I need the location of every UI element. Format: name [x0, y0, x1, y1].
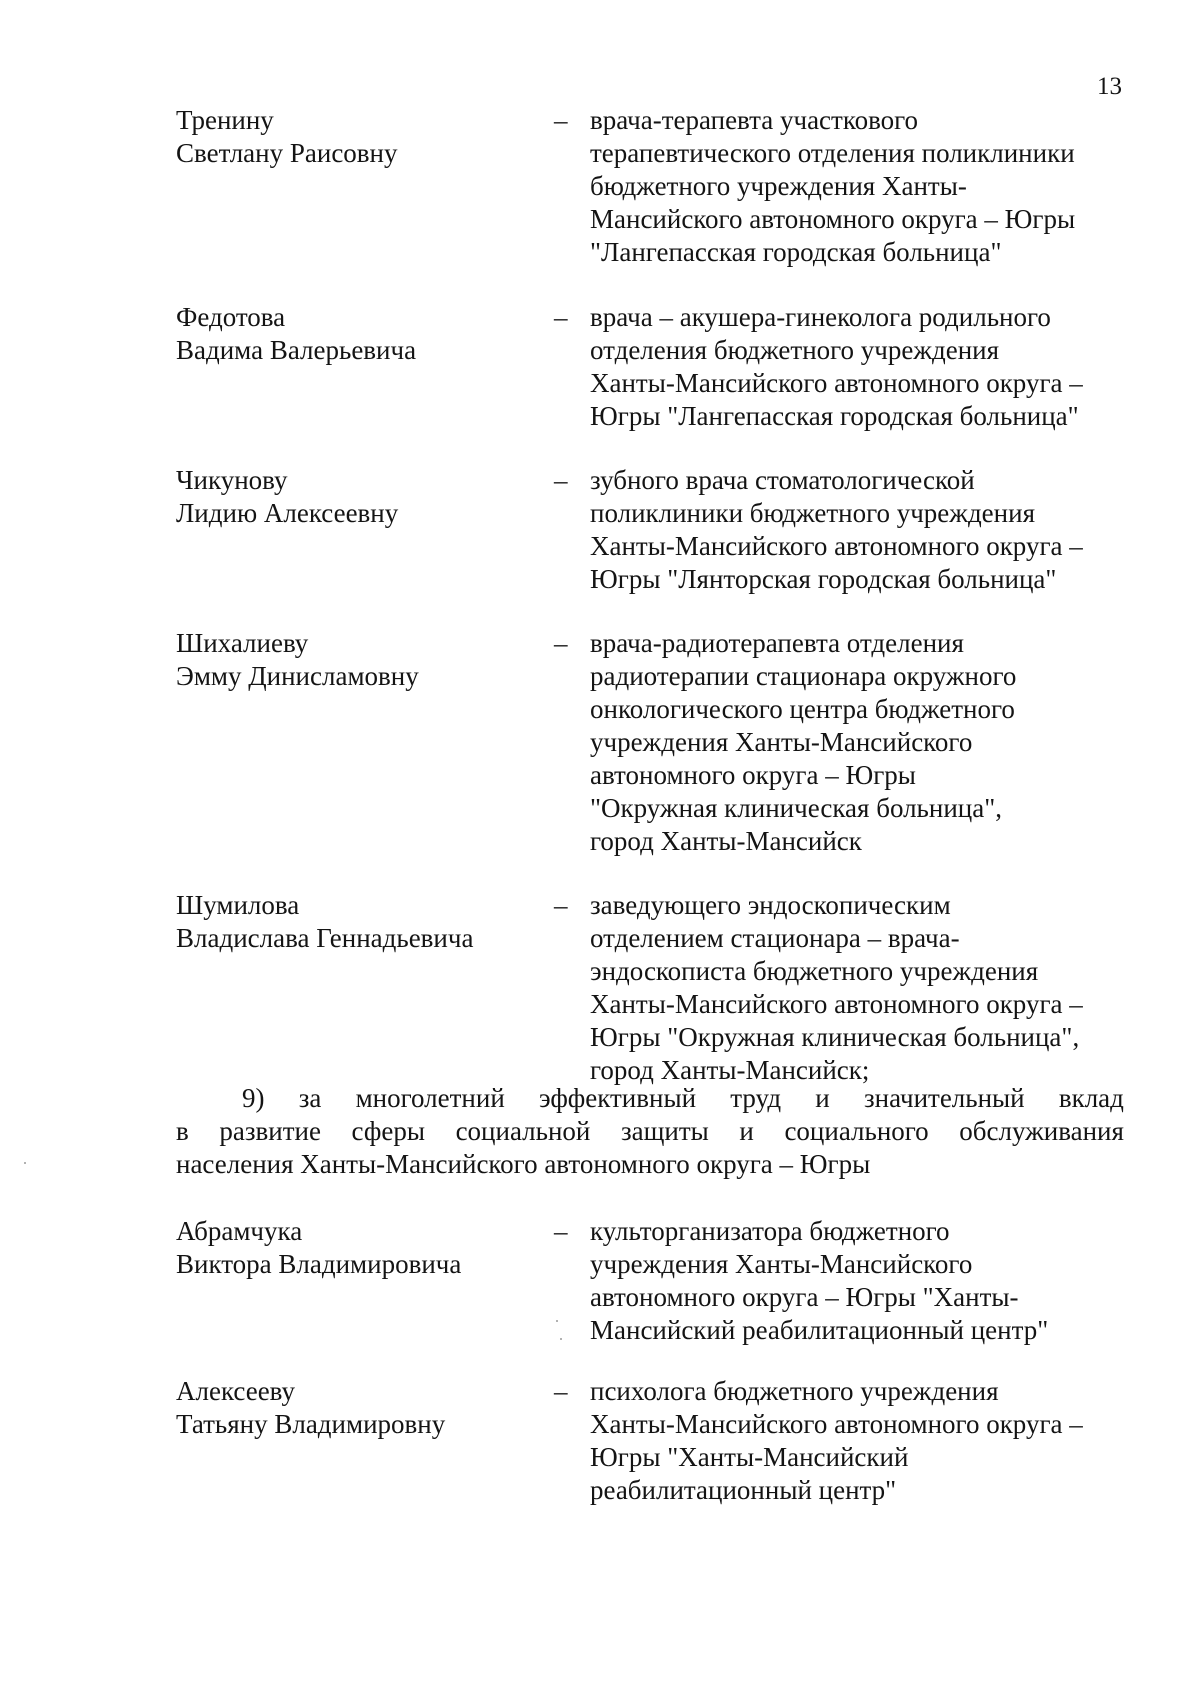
paragraph-word: за	[298, 1083, 322, 1113]
separator-dash: –	[554, 105, 568, 135]
position-line: терапевтического отделения поликлиники	[590, 138, 1075, 168]
recipient-position	[590, 1215, 1130, 1347]
position-line: врача-терапевта участкового	[590, 105, 919, 135]
name-line: Шихалиеву	[176, 628, 309, 658]
name-line: Алексееву	[176, 1376, 296, 1406]
recipient-name	[176, 1215, 536, 1281]
separator-dash: –	[554, 302, 568, 332]
position-line: Мансийский реабилитационный центр"	[590, 1315, 1049, 1345]
position-line: врача – акушера-гинеколога родильного	[590, 302, 1051, 332]
paragraph-word: сферы	[351, 1116, 425, 1146]
position-line: культорганизатора бюджетного	[590, 1216, 950, 1246]
position-line: Югры "Лангепасская городская больница"	[590, 401, 1079, 431]
section-9-paragraph	[176, 1082, 1124, 1181]
paragraph-line	[176, 1115, 1124, 1148]
scan-speck	[560, 1338, 562, 1340]
position-line: Ханты-Мансийского автономного округа –	[590, 368, 1083, 398]
name-line: Виктора Владимировича	[176, 1249, 462, 1279]
name-line: Татьяну Владимировну	[176, 1409, 446, 1439]
paragraph-line	[176, 1082, 1124, 1115]
position-line: психолога бюджетного учреждения	[590, 1376, 999, 1406]
recipient-position	[590, 627, 1130, 858]
position-line: Югры "Лянторская городская больница"	[590, 564, 1057, 594]
position-line: Югры "Окружная клиническая больница",	[590, 1022, 1080, 1052]
recipient-position	[590, 464, 1130, 596]
name-line: Эмму Динисламовну	[176, 661, 419, 691]
separator-dash: –	[554, 628, 568, 658]
paragraph-word: социального	[784, 1116, 929, 1146]
position-line: онкологического центра бюджетного	[590, 694, 1015, 724]
paragraph-word: труд	[730, 1083, 782, 1113]
scan-speck	[24, 1162, 26, 1164]
paragraph-word: в	[176, 1116, 189, 1146]
paragraph-text: населения Ханты-Мансийского автономного округа – Югры	[176, 1149, 871, 1179]
separator-dash: –	[554, 1376, 568, 1406]
position-line: учреждения Ханты-Мансийского	[590, 1249, 973, 1279]
recipient-name	[176, 889, 536, 955]
position-line: зубного врача стоматологической	[590, 465, 975, 495]
separator-dash: –	[554, 1216, 568, 1246]
name-line: Тренину	[176, 105, 274, 135]
paragraph-word: обслуживания	[959, 1116, 1124, 1146]
name-line: Владислава Геннадьевича	[176, 923, 474, 953]
position-line: Ханты-Мансийского автономного округа –	[590, 1409, 1083, 1439]
paragraph-word: 9)	[242, 1083, 265, 1113]
recipient-name	[176, 464, 536, 530]
paragraph-word: социальной	[455, 1116, 591, 1146]
name-line: Абрамчука	[176, 1216, 303, 1246]
paragraph-word: вклад	[1058, 1083, 1124, 1113]
position-line: поликлиники бюджетного учреждения	[590, 498, 1035, 528]
recipient-name	[176, 627, 536, 693]
paragraph-word: значительный	[863, 1083, 1025, 1113]
position-line: бюджетного учреждения Ханты-	[590, 171, 967, 201]
name-line: Светлану Раисовну	[176, 138, 398, 168]
position-line: "Лангепасская городская больница"	[590, 237, 1002, 267]
name-line: Чикунову	[176, 465, 288, 495]
position-line: Мансийского автономного округа – Югры	[590, 204, 1076, 234]
recipient-name	[176, 104, 536, 170]
paragraph-word: и	[815, 1083, 830, 1113]
recipient-name	[176, 1375, 536, 1441]
paragraph-line	[176, 1148, 1124, 1181]
scan-speck	[556, 1320, 558, 1322]
paragraph-word: эффективный	[539, 1083, 697, 1113]
name-line: Вадима Валерьевича	[176, 335, 417, 365]
position-line: Ханты-Мансийского автономного округа –	[590, 989, 1083, 1019]
position-line: автономного округа – Югры "Ханты-	[590, 1282, 1019, 1312]
name-line: Лидию Алексеевну	[176, 498, 399, 528]
position-line: город Ханты-Мансийск;	[590, 1055, 870, 1085]
position-line: учреждения Ханты-Мансийского	[590, 727, 973, 757]
position-line: Югры "Ханты-Мансийский	[590, 1442, 909, 1472]
recipient-position	[590, 889, 1130, 1087]
position-line: Ханты-Мансийского автономного округа –	[590, 531, 1083, 561]
page-number: 13	[1097, 73, 1122, 100]
separator-dash: –	[554, 890, 568, 920]
recipient-position	[590, 1375, 1130, 1507]
position-line: эндоскописта бюджетного учреждения	[590, 956, 1039, 986]
position-line: отделением стационара – врача-	[590, 923, 960, 953]
position-line: город Ханты-Мансийск	[590, 826, 862, 856]
position-line: врача-радиотерапевта отделения	[590, 628, 964, 658]
position-line: реабилитационный центр"	[590, 1475, 897, 1505]
recipient-name	[176, 301, 536, 367]
separator-dash: –	[554, 465, 568, 495]
recipient-position	[590, 104, 1130, 269]
position-line: "Окружная клиническая больница",	[590, 793, 1002, 823]
paragraph-word: многолетний	[355, 1083, 505, 1113]
position-line: заведующего эндоскопическим	[590, 890, 951, 920]
paragraph-word: защиты	[620, 1116, 709, 1146]
position-line: автономного округа – Югры	[590, 760, 916, 790]
paragraph-word: и	[739, 1116, 754, 1146]
position-line: радиотерапии стационара окружного	[590, 661, 1017, 691]
name-line: Федотова	[176, 302, 286, 332]
name-line: Шумилова	[176, 890, 300, 920]
paragraph-word: развитие	[219, 1116, 321, 1146]
position-line: отделения бюджетного учреждения	[590, 335, 1000, 365]
recipient-position	[590, 301, 1130, 433]
